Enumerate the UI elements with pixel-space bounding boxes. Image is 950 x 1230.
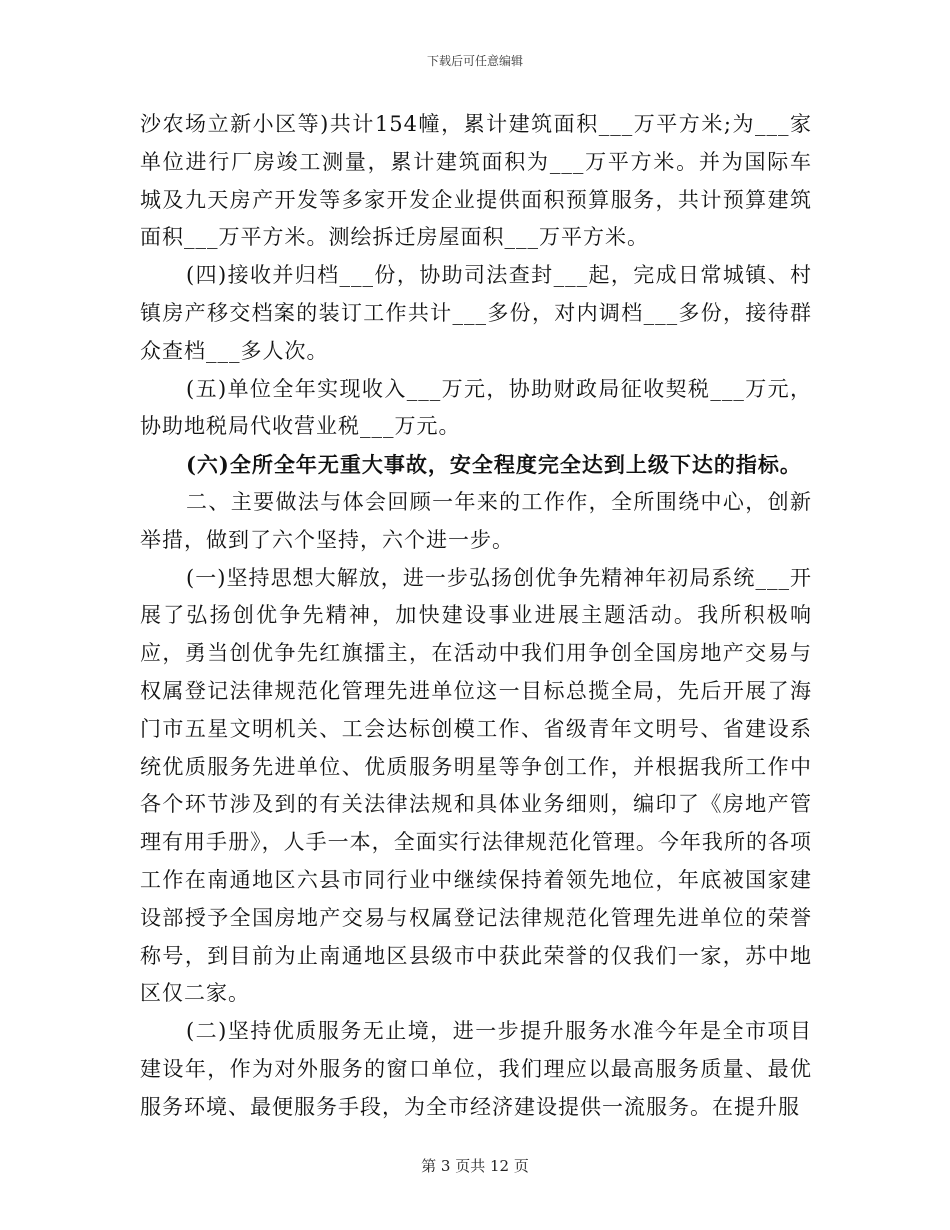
page-footer: 第 3 页共 12 页 [421,1157,529,1175]
paragraph-5: 二、主要做法与体会回顾一年来的工作作，全所围绕中心，创新举措，做到了六个坚持，六个进一步。 [140,489,812,552]
paragraph-3: (五)单位全年实现收入___万元，协助财政局征收契税___万元，协助地税局代收营业税___万元。 [140,376,812,439]
paragraph-1: 沙农场立新小区等)共计154幢，累计建筑面积___万平方米;为___家单位进行厂房竣工测量，累计建筑面积为___万平方米。并为国际车城及九天房产开发等多家开发企业提供面积预算服务，共计预算建筑面积___万平方米。测绘拆迁房屋面积___万平方米。 [140,112,812,250]
paragraph-7: (二)坚持优质服务无止境，进一步提升服务水准今年是全市项目建设年，作为对外服务的窗口单位，我们理应以最高服务质量、最优服务环境、最便服务手段，为全市经济建设提供一流服务。在提升服 [140,1019,812,1119]
document-body [140,106,812,1127]
paragraph-6: (一)坚持思想大解放，进一步弘扬创优争先精神年初局系统___开展了弘扬创优争先精神，加快建设事业进展主题活动。我所积极响应，勇当创优争先红旗擂主，在活动中我们用争创全国房地产交易与权属登记法律规范化管理先进单位这一目标总揽全局，先后开展了海门市五星文明机关、工会达标创模工作、省级青年文明号、省建设系统优质服务先进单位、优质服务明星等争创工作，并根据我所工作中各个环节涉及到的有关法律法规和具体业务细则，编印了《房地产管理有用手册》，人手一本，全面实行法律规范化管理。今年我所的各项工作在南通地区六县市同行业中继续保持着领先地位，年底被国家建设部授予全国房地产交易与权属登记法律规范化管理先进单位的荣誉称号，到目前为止南通地区县级市中获此荣誉的仅我们一家，苏中地区仅二家。 [140,565,812,1006]
page-header: 下载后可任意编辑 [426,54,523,68]
paragraph-4: (六)全所全年无重大事故，安全程度完全达到上级下达的指标。 [186,452,802,478]
paragraph-2: (四)接收并归档___份，协助司法查封___起，完成日常城镇、村镇房产移交档案的装订工作共计___多份，对内调档___多份，接待群众查档___多人次。 [140,263,812,363]
